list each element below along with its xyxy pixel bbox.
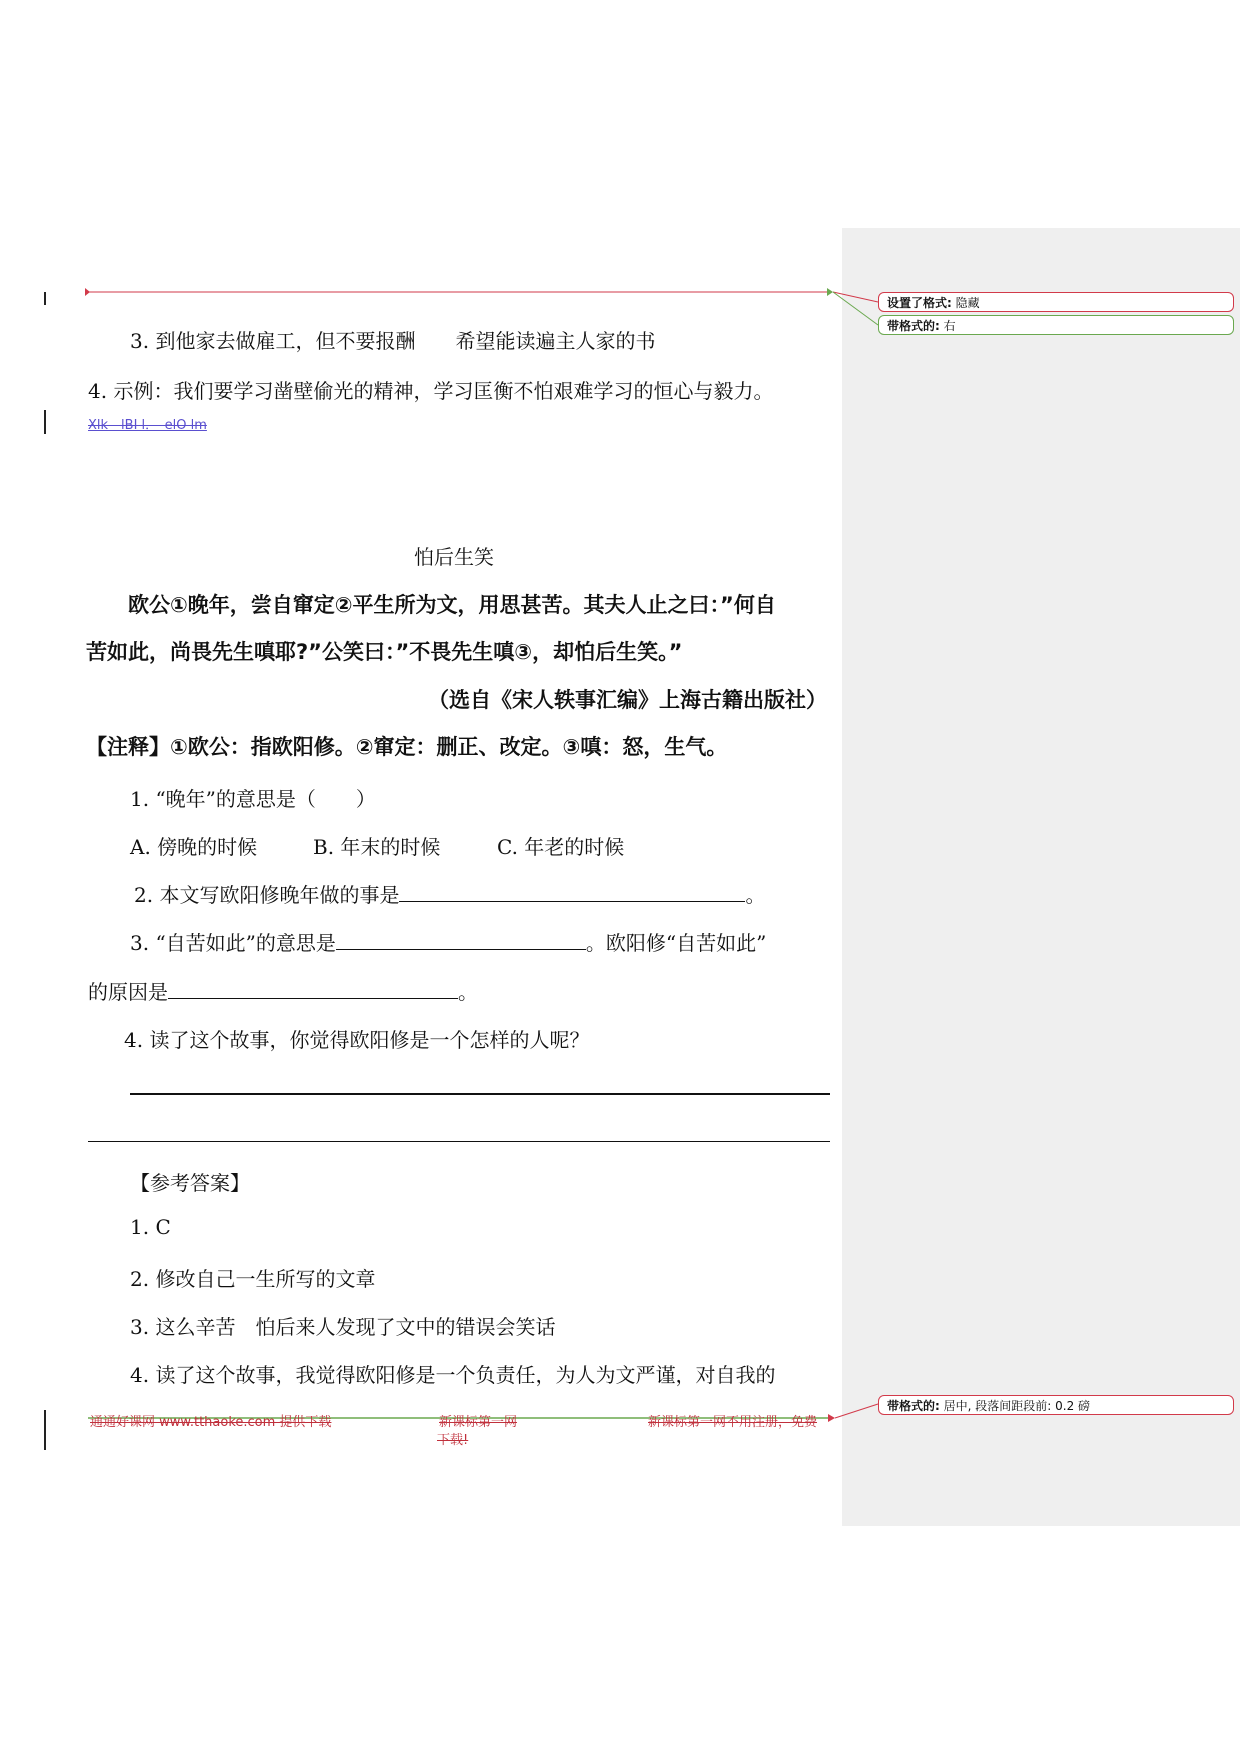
footer-link-tthaoke[interactable]: 通通好课网 www.tthaoke.com 提供下载 (90, 1415, 332, 1430)
question-1-option-a: A. 傍晚的时候 (130, 835, 258, 859)
passage-source: （选自《宋人轶事汇编》上海古籍出版社） (428, 688, 827, 712)
question-3-reason-text: 的原因是 (88, 980, 168, 1004)
answer-blank[interactable] (336, 931, 586, 950)
prev-answer-3: 3. 到他家去做雇工，但不要报酬 希望能读遍主人家的书 (130, 329, 656, 353)
question-3-text: 3. “自苦如此”的意思是 (130, 931, 336, 955)
balloon-label: 设置了格式: (887, 296, 952, 310)
question-3 (130, 927, 766, 956)
balloon-value: 右 (943, 319, 956, 333)
balloon-label: 带格式的: (887, 319, 940, 333)
answer-4: 4. 读了这个故事，我觉得欧阳修是一个负责任，为人为文严谨，对自我的 (130, 1363, 776, 1387)
question-1: 1. “晚年”的意思是（ ） (130, 787, 376, 811)
question-1-option-b: B. 年末的时候 (313, 835, 441, 859)
revision-balloon-formatted-right[interactable] (878, 315, 1234, 335)
question-1-option-c: C. 年老的时候 (497, 835, 625, 859)
footer-link-free[interactable]: 新课标第一网不用注册，免费 (648, 1415, 818, 1430)
answer-line[interactable] (130, 1093, 830, 1095)
answer-1: 1. C (130, 1215, 171, 1239)
balloon-value: 隐藏 (955, 296, 980, 310)
answer-3: 3. 这么辛苦 怕后来人发现了文中的错误会笑话 (130, 1315, 556, 1339)
passage-line-2: 苦如此，尚畏先生嗔耶?”公笑曰：”不畏先生嗔③，却怕后生笑。” (86, 640, 683, 664)
answer-2: 2. 修改自己一生所写的文章 (130, 1267, 376, 1291)
question-2-end: 。 (745, 883, 766, 907)
footer-link-xkb1[interactable]: 新课标第一网 (439, 1415, 518, 1430)
prev-answer-4: 4. 示例：我们要学习凿壁偷光的精神，学习匡衡不怕艰难学习的恒心与毅力。 (88, 379, 774, 403)
passage-notes: 【注释】①欧公：指欧阳修。②窜定：删正、改定。③嗔：怒，生气。 (86, 735, 728, 759)
answer-line[interactable] (88, 1141, 830, 1142)
passage-title: 怕后生笑 (414, 545, 494, 569)
answer-blank[interactable] (399, 883, 745, 902)
answers-heading: 【参考答案】 (130, 1171, 250, 1195)
question-3-line-2 (88, 976, 478, 1005)
question-2 (134, 879, 765, 908)
answer-blank[interactable] (168, 980, 458, 999)
footer-link-download[interactable]: 下载! (437, 1433, 469, 1448)
moved-text: Xlk lBI l． elO lm (88, 418, 207, 433)
question-3-end: 。 (458, 980, 478, 1004)
balloon-label: 带格式的: (887, 1399, 940, 1413)
question-3-middle: 。欧阳修“自苦如此” (585, 931, 767, 955)
question-2-text: 2. 本文写欧阳修晚年做的事是 (134, 883, 400, 907)
revision-balloon-format-hidden[interactable] (878, 292, 1234, 312)
passage-line-1: 欧公①晚年，尝自窜定②平生所为文，用思甚苦。其夫人止之曰：”何自 (128, 593, 776, 617)
revision-balloon-formatted-center[interactable] (878, 1395, 1234, 1415)
balloon-value: 居中, 段落间距段前: 0.2 磅 (943, 1399, 1091, 1413)
question-4: 4. 读了这个故事，你觉得欧阳修是一个怎样的人呢？ (124, 1028, 590, 1052)
